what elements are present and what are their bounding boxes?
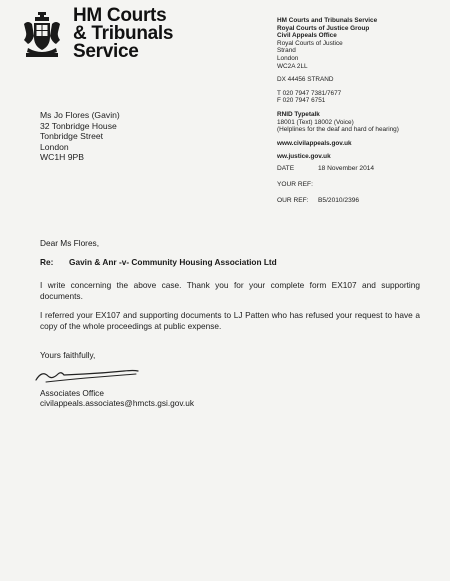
sender-address-line: Strand (277, 47, 296, 55)
sender-address-line: WC2A 2LL (277, 62, 308, 70)
sender-dx: DX 44456 STRAND (277, 76, 334, 84)
website-link[interactable]: ww.justice.gov.uk (277, 153, 331, 161)
date-label: DATE (277, 165, 295, 172)
sender-address-line: London (277, 54, 299, 62)
typetalk-title: RNID Typetalk (277, 110, 320, 118)
sender-org-2: Royal Courts of Justice Group (277, 24, 370, 32)
body-paragraph-1: I write concerning the above case. Thank you for your complete form EX107 and supporting documents. (40, 280, 420, 301)
body-paragraph-2: I referred your EX107 and supporting documents to LJ Patten who has refused your request to have a copy of the whole proceedings at public expense. (40, 310, 420, 331)
sender-org-1: HM Courts and Tribunals Service (277, 17, 378, 24)
sender-office: Civil Appeals Office (277, 32, 337, 40)
logo-line-2: & Tribunals (73, 23, 174, 44)
typetalk-numbers: 18001 (Text) 18002 (Voice) (277, 118, 354, 126)
sender-telephone: T 020 7947 7381/7677 (277, 89, 342, 97)
subject-line (40, 257, 277, 267)
your-ref-label: YOUR REF: (277, 181, 313, 188)
recipient-line: London (40, 141, 69, 152)
royal-crest-icon (20, 10, 64, 62)
recipient-line: 32 Tonbridge House (40, 120, 117, 131)
logo-line-1: HM Courts (73, 5, 167, 26)
signatory-name: Associates Office (40, 388, 104, 398)
logo-line-3: Service (73, 41, 139, 62)
our-ref-label: OUR REF: (277, 197, 309, 204)
recipient-line: Tonbridge Street (40, 131, 104, 141)
sender-fax: F 020 7947 6751 (277, 97, 326, 105)
signatory-email[interactable]: civilappeals.associates@hmcts.gsi.gov.uk (40, 398, 194, 408)
sender-block (277, 17, 399, 161)
typetalk-note: (Helplines for the deaf and hard of hearing) (277, 126, 399, 134)
logo-wordmark (73, 7, 173, 61)
our-ref-row (277, 197, 374, 213)
website-link[interactable]: www.civilappeals.gov.uk (277, 139, 352, 147)
sender-address-line: Royal Courts of Justice (277, 39, 343, 47)
handwritten-signature (32, 366, 142, 386)
recipient-address (40, 110, 120, 163)
recipient-line: Ms Jo Flores (Gavin) (40, 110, 120, 120)
salutation: Dear Ms Flores, (40, 238, 100, 248)
our-ref-value: B5/2010/2396 (318, 197, 360, 204)
subject-label: Re: (40, 257, 54, 267)
reference-table (277, 165, 374, 213)
date-row (277, 165, 374, 181)
your-ref-row (277, 181, 374, 197)
recipient-line: WC1H 9PB (40, 152, 84, 162)
subject-text: Gavin & Anr -v- Community Housing Association Ltd (69, 257, 277, 267)
closing: Yours faithfully, (40, 350, 96, 360)
date-value: 18 November 2014 (318, 165, 375, 172)
